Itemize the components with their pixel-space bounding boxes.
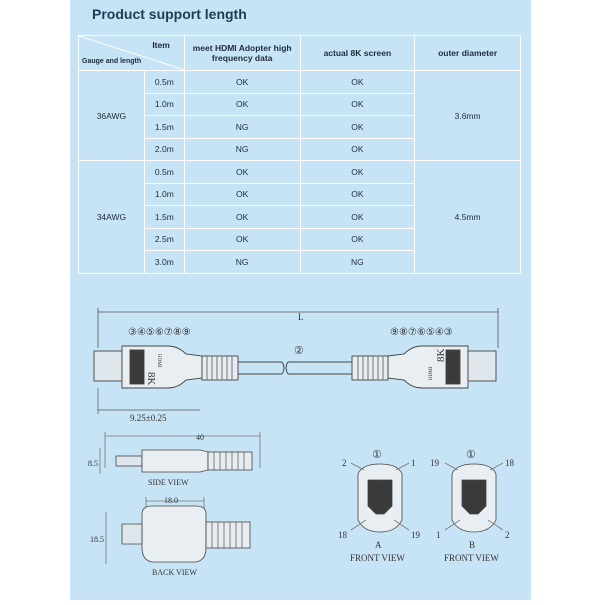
front-a-pin-bl: 18 — [338, 530, 347, 540]
screen-cell: OK — [300, 138, 415, 161]
gauge-cell: 34AWG — [79, 161, 145, 274]
gauge-length-label: Gauge and length — [82, 58, 142, 65]
header-hdmi: meet HDMI Adopter high frequency data — [184, 36, 300, 71]
screen-cell: OK — [300, 228, 415, 251]
technical-drawing — [70, 298, 531, 600]
right-connector — [286, 346, 496, 388]
front-b-pin-br: 2 — [505, 530, 510, 540]
front-b-pin-tr: 18 — [505, 458, 514, 468]
front-b-pin-bl: 1 — [436, 530, 441, 540]
length-cell: 0.5m — [144, 71, 184, 94]
length-cell: 2.0m — [144, 138, 184, 161]
left-connector — [94, 346, 284, 388]
table-row — [79, 161, 521, 184]
length-cell: 1.0m — [144, 93, 184, 116]
side-length-dimension: 40 — [196, 433, 204, 442]
header-outer-diameter: outer diameter — [415, 36, 521, 71]
hdmi-cell: OK — [184, 71, 300, 94]
hdmi-cell: OK — [184, 161, 300, 184]
diameter-cell: 3.6mm — [415, 71, 521, 161]
width-dimension: 9.25±0.25 — [130, 413, 167, 423]
hdmi-cell: OK — [184, 183, 300, 206]
front-a-pin-label: ① — [372, 449, 382, 461]
length-cell: 1.5m — [144, 206, 184, 229]
screen-cell: OK — [300, 93, 415, 116]
right-item-labels: ⑨⑧⑦⑥⑤④③ — [390, 327, 453, 338]
table-row — [79, 71, 521, 94]
diameter-cell: 4.5mm — [415, 161, 521, 274]
side-view-caption: SIDE VIEW — [148, 478, 189, 487]
length-label: L — [298, 312, 304, 322]
side-view — [100, 432, 260, 474]
left-8k-label: 8K — [145, 372, 157, 386]
front-a-pin-tl: 2 — [342, 458, 347, 468]
hdmi-cell: OK — [184, 206, 300, 229]
right-8k-label: 8K — [435, 348, 447, 362]
back-width-dimension: 18.0 — [164, 496, 178, 505]
front-a-letter: A — [375, 540, 382, 550]
support-length-table — [78, 35, 521, 274]
length-cell: 2.5m — [144, 228, 184, 251]
right-brand-label: HDMI — [429, 366, 434, 380]
front-view-b — [445, 463, 503, 532]
length-cell: 1.5m — [144, 116, 184, 139]
front-a-caption: FRONT VIEW — [350, 553, 405, 563]
front-b-pin-label: ① — [466, 449, 476, 461]
back-view-caption: BACK VIEW — [152, 568, 197, 577]
header-8k-screen: actual 8K screen — [300, 36, 415, 71]
left-brand-label: HDMI — [156, 354, 161, 368]
cable-label: ② — [294, 345, 304, 357]
front-a-pin-br: 19 — [411, 530, 420, 540]
front-a-pin-tr: 1 — [411, 458, 416, 468]
screen-cell: NG — [300, 251, 415, 274]
table-header — [79, 36, 521, 71]
left-item-labels: ③④⑤⑥⑦⑧⑨ — [128, 327, 191, 338]
screen-cell: OK — [300, 161, 415, 184]
length-cell: 1.0m — [144, 183, 184, 206]
side-height-dimension: 8.5 — [88, 459, 98, 468]
length-cell: 3.0m — [144, 251, 184, 274]
hdmi-cell: OK — [184, 93, 300, 116]
screen-cell: OK — [300, 183, 415, 206]
gauge-cell: 36AWG — [79, 71, 145, 161]
hdmi-cell: NG — [184, 138, 300, 161]
front-b-letter: B — [469, 540, 476, 550]
screen-cell: OK — [300, 206, 415, 229]
item-label: Item — [152, 40, 170, 50]
cable-drawing-svg — [70, 298, 531, 600]
hdmi-cell: OK — [184, 228, 300, 251]
front-b-caption: FRONT VIEW — [444, 553, 499, 563]
hdmi-cell: NG — [184, 251, 300, 274]
back-view — [106, 497, 250, 564]
screen-cell: OK — [300, 71, 415, 94]
page-title: Product support length — [92, 6, 247, 22]
back-height-dimension: 18.5 — [90, 535, 104, 544]
front-b-pin-tl: 19 — [430, 458, 439, 468]
screen-cell: OK — [300, 116, 415, 139]
corner-header-cell — [79, 36, 185, 71]
length-cell: 0.5m — [144, 161, 184, 184]
front-view-a — [351, 463, 409, 532]
hdmi-cell: NG — [184, 116, 300, 139]
